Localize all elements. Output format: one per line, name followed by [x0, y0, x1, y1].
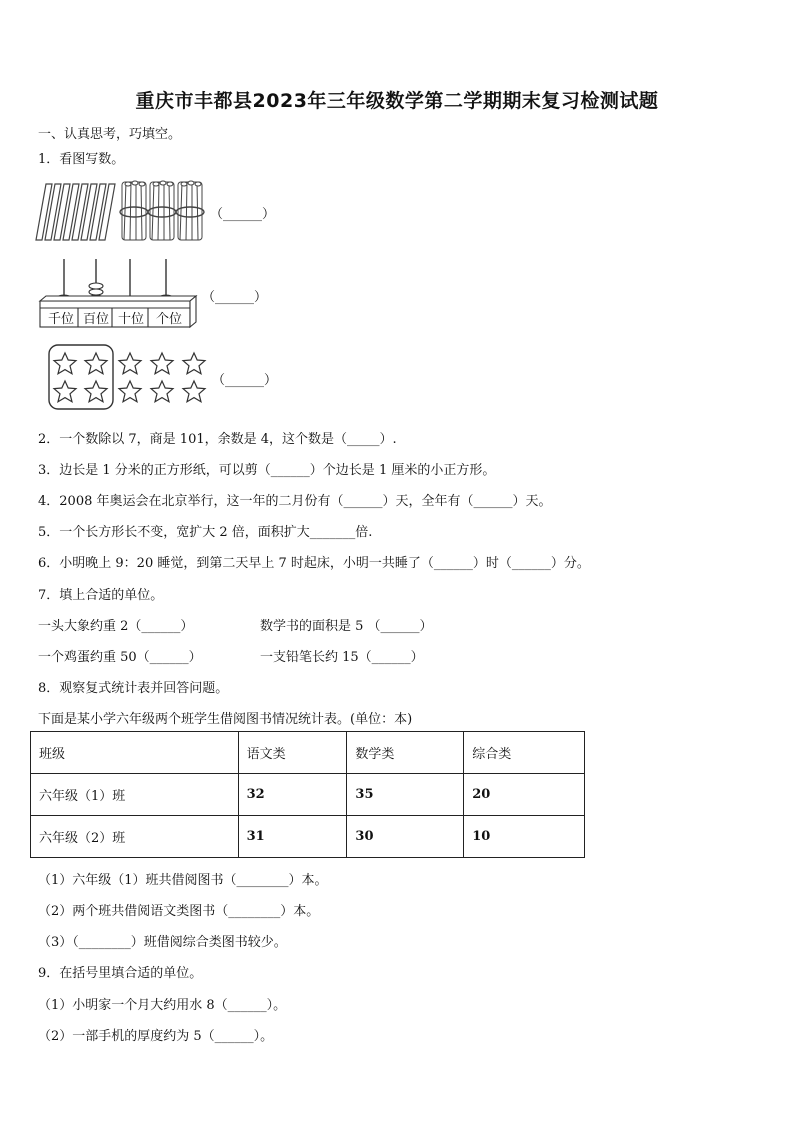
- sticks-figure: [36, 178, 216, 244]
- star-icon: [183, 381, 205, 402]
- answer-blank-2[interactable]: （______）: [202, 290, 268, 305]
- question-7b: 数学书的面积是 5 （______）: [260, 619, 433, 634]
- stick-bundle: [148, 181, 176, 240]
- table-cell: 31: [238, 816, 347, 858]
- question-4: 4．2008 年奥运会在北京举行，这一年的二月份有（______）天，全年有（______）天。: [38, 494, 552, 509]
- star-icon: [54, 353, 76, 374]
- question-9-sub-2: （2）一部手机的厚度约为 5（______）。: [38, 1029, 274, 1044]
- question-8-intro: 下面是某小学六年级两个班学生借阅图书情况统计表。(单位：本): [38, 712, 413, 727]
- question-8-sub-2: （2）两个班共借阅语文类图书（________）本。: [38, 904, 320, 919]
- star-icon: [85, 381, 107, 402]
- statistics-table: [30, 731, 585, 858]
- abacus-bead: [89, 283, 103, 289]
- question-1-label: 1．看图写数。: [38, 152, 125, 167]
- table-row: [31, 774, 585, 816]
- question-8-label: 8．观察复式统计表并回答问题。: [38, 681, 229, 696]
- answer-blank-1[interactable]: （______）: [210, 207, 276, 222]
- star-icon: [183, 353, 205, 374]
- star-icon: [119, 353, 141, 374]
- question-8-sub-1: （1）六年级（1）班共借阅图书（________）本。: [38, 873, 328, 888]
- abacus-label-ones: 个位: [155, 312, 182, 327]
- table-cell: 10: [464, 816, 585, 858]
- section-heading: 一、认真思考，巧填空。: [38, 127, 182, 142]
- stick-bundle: [176, 181, 204, 240]
- page-title: 重庆市丰都县2023年三年级数学第二学期期末复习检测试题: [135, 90, 659, 112]
- table-header-cell: 语文类: [238, 732, 347, 774]
- question-8-sub-3: （3）（________）班借阅综合类图书较少。: [38, 935, 287, 950]
- question-9-label: 9．在括号里填合适的单位。: [38, 966, 203, 981]
- star-icon: [151, 381, 173, 402]
- question-5: 5．一个长方形长不变，宽扩大 2 倍，面积扩大_______倍.: [38, 525, 373, 540]
- table-cell: 六年级（2）班: [31, 816, 239, 858]
- loose-sticks: [36, 184, 115, 240]
- table-header-cell: 班级: [31, 732, 239, 774]
- abacus-label-thousands: 千位: [47, 312, 74, 327]
- table-header-cell: 综合类: [464, 732, 585, 774]
- table-cell: 30: [347, 816, 464, 858]
- question-9-sub-1: （1）小明家一个月大约用水 8（______）。: [38, 998, 287, 1013]
- question-7c: 一个鸡蛋约重 50（______）: [38, 650, 202, 665]
- answer-blank-3[interactable]: （______）: [212, 373, 278, 388]
- table-cell: 20: [464, 774, 585, 816]
- abacus-label-hundreds: 百位: [82, 312, 109, 327]
- star-icon: [85, 353, 107, 374]
- question-7-label: 7．填上合适的单位。: [38, 588, 164, 603]
- abacus-label-tens: 十位: [117, 312, 144, 327]
- question-7d: 一支铅笔长约 15（______）: [260, 650, 424, 665]
- star-icon: [54, 381, 76, 402]
- table-cell: 32: [238, 774, 347, 816]
- question-2: 2．一个数除以 7，商是 101，余数是 4，这个数是（_____）.: [38, 432, 397, 447]
- table-row: [31, 816, 585, 858]
- question-3: 3．边长是 1 分米的正方形纸，可以剪（______）个边长是 1 厘米的小正方形。: [38, 463, 496, 478]
- table-header-cell: 数学类: [347, 732, 464, 774]
- stars-figure: [48, 344, 214, 412]
- question-7a: 一头大象约重 2（______）: [38, 619, 194, 634]
- table-cell: 六年级（1）班: [31, 774, 239, 816]
- abacus-bead: [89, 289, 103, 295]
- star-icon: [151, 353, 173, 374]
- table-cell: 35: [347, 774, 464, 816]
- stick-bundle: [120, 181, 148, 240]
- question-6: 6．小明晚上 9：20 睡觉，到第二天早上 7 时起床，小明一共睡了（______）时（______）分。: [38, 556, 590, 571]
- table-header-row: [31, 732, 585, 774]
- star-icon: [119, 381, 141, 402]
